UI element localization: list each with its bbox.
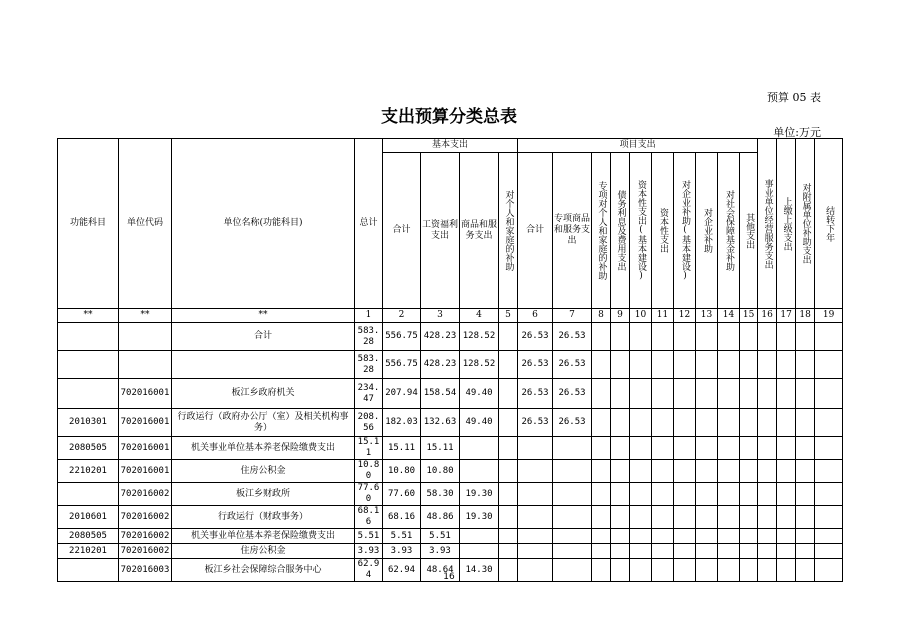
column-index-cell: 18: [796, 309, 815, 323]
cell-func: 2080505: [58, 529, 119, 544]
table-row: [58, 437, 843, 460]
cell-empty: [815, 409, 843, 437]
cell-c4: 49.40: [460, 409, 499, 437]
cell-empty: [674, 409, 696, 437]
cell-code: [119, 351, 172, 379]
header-capital-build: 资本性支出(基本建设): [630, 153, 652, 309]
column-index-cell: 19: [815, 309, 843, 323]
cell-empty: [611, 483, 630, 506]
header-project: 项目支出: [518, 139, 758, 153]
cell-empty: [758, 483, 777, 506]
cell-empty: [611, 544, 630, 559]
cell-empty: [718, 437, 740, 460]
cell-name: [172, 351, 355, 379]
column-index-row: [58, 309, 843, 323]
column-index-cell: 12: [674, 309, 696, 323]
cell-c6: [518, 483, 553, 506]
cell-empty: [592, 409, 611, 437]
cell-empty: [499, 437, 518, 460]
cell-empty: [652, 506, 674, 529]
header-special-personal: 专项对个人和家庭的补助: [592, 153, 611, 309]
cell-empty: [611, 529, 630, 544]
cell-c6: [518, 544, 553, 559]
page-number: 16: [443, 572, 455, 582]
cell-c6: [518, 506, 553, 529]
column-index-cell: 8: [592, 309, 611, 323]
table-row: [58, 483, 843, 506]
cell-c6: 26.53: [518, 351, 553, 379]
cell-func: 2010601: [58, 506, 119, 529]
cell-empty: [815, 483, 843, 506]
column-index-cell: 7: [553, 309, 592, 323]
header-social: 对社会保障基金补助: [718, 153, 740, 309]
cell-empty: [674, 544, 696, 559]
cell-empty: [592, 379, 611, 409]
cell-empty: [718, 544, 740, 559]
page-title: 支出预算分类总表: [381, 107, 517, 127]
cell-total: 234.47: [355, 379, 383, 409]
cell-name: 板江乡政府机关: [172, 379, 355, 409]
form-number: 预算 05 表: [767, 91, 821, 104]
cell-empty: [674, 529, 696, 544]
cell-func: 2210201: [58, 460, 119, 483]
cell-empty: [499, 379, 518, 409]
cell-empty: [696, 544, 718, 559]
cell-empty: [592, 437, 611, 460]
cell-empty: [630, 483, 652, 506]
header-debt: 债务利息及费用支出: [611, 153, 630, 309]
cell-c2: 182.03: [383, 409, 421, 437]
cell-empty: [674, 323, 696, 351]
column-index-cell: **: [58, 309, 119, 323]
cell-c2: 556.75: [383, 323, 421, 351]
cell-code: 702016002: [119, 544, 172, 559]
cell-empty: [777, 437, 796, 460]
cell-total: 15.11: [355, 437, 383, 460]
header-enterprise-build: 对企业补助(基本建设): [674, 153, 696, 309]
cell-empty: [815, 460, 843, 483]
cell-empty: [796, 506, 815, 529]
cell-empty: [758, 529, 777, 544]
cell-empty: [796, 460, 815, 483]
cell-name: 合计: [172, 323, 355, 351]
cell-code: 702016001: [119, 460, 172, 483]
column-index-cell: **: [172, 309, 355, 323]
cell-c2: 68.16: [383, 506, 421, 529]
cell-empty: [777, 409, 796, 437]
cell-code: 702016001: [119, 437, 172, 460]
cell-c7: [553, 506, 592, 529]
cell-c4: 49.40: [460, 379, 499, 409]
header-capital: 资本性支出: [652, 153, 674, 309]
cell-c7: [553, 483, 592, 506]
cell-empty: [674, 379, 696, 409]
header-salary: 工资福利支出: [421, 153, 460, 309]
cell-empty: [796, 323, 815, 351]
cell-empty: [718, 323, 740, 351]
cell-empty: [630, 506, 652, 529]
cell-empty: [718, 460, 740, 483]
cell-empty: [740, 544, 758, 559]
cell-c2: 10.80: [383, 460, 421, 483]
cell-empty: [815, 529, 843, 544]
cell-empty: [592, 483, 611, 506]
cell-empty: [592, 460, 611, 483]
column-index-cell: 17: [777, 309, 796, 323]
cell-empty: [758, 437, 777, 460]
column-index-cell: 5: [499, 309, 518, 323]
cell-c4: [460, 544, 499, 559]
cell-name: 机关事业单位基本养老保险缴费支出: [172, 529, 355, 544]
cell-c6: [518, 460, 553, 483]
cell-empty: [630, 351, 652, 379]
cell-empty: [652, 351, 674, 379]
cell-empty: [674, 460, 696, 483]
column-index-cell: 10: [630, 309, 652, 323]
cell-empty: [758, 506, 777, 529]
column-index-cell: 1: [355, 309, 383, 323]
cell-empty: [740, 409, 758, 437]
cell-empty: [740, 529, 758, 544]
cell-empty: [740, 379, 758, 409]
cell-empty: [696, 379, 718, 409]
cell-c2: 207.94: [383, 379, 421, 409]
cell-empty: [696, 460, 718, 483]
header-carry: 结转下年: [815, 139, 843, 309]
cell-total: 583.28: [355, 351, 383, 379]
cell-total: 3.93: [355, 544, 383, 559]
cell-name: 行政运行（政府办公厅（室）及相关机构事务）: [172, 409, 355, 437]
cell-func: [58, 323, 119, 351]
cell-c6: 26.53: [518, 379, 553, 409]
cell-c7: 26.53: [553, 409, 592, 437]
cell-c3: 15.11: [421, 437, 460, 460]
header-unit-code: 单位代码: [119, 139, 172, 309]
cell-empty: [796, 483, 815, 506]
cell-empty: [592, 323, 611, 351]
cell-empty: [696, 529, 718, 544]
cell-empty: [611, 437, 630, 460]
cell-empty: [592, 506, 611, 529]
cell-empty: [611, 409, 630, 437]
cell-empty: [592, 351, 611, 379]
cell-c3: 158.54: [421, 379, 460, 409]
column-index-cell: 9: [611, 309, 630, 323]
cell-empty: [777, 506, 796, 529]
column-index-cell: 13: [696, 309, 718, 323]
cell-empty: [718, 379, 740, 409]
table-row: [58, 351, 843, 379]
column-index-cell: 16: [758, 309, 777, 323]
cell-func: [58, 379, 119, 409]
cell-c6: [518, 437, 553, 460]
cell-name: 住房公积金: [172, 544, 355, 559]
cell-c3: 3.93: [421, 544, 460, 559]
cell-c7: 26.53: [553, 323, 592, 351]
cell-empty: [499, 460, 518, 483]
cell-empty: [592, 544, 611, 559]
cell-empty: [499, 409, 518, 437]
cell-c2: 77.60: [383, 483, 421, 506]
cell-total: 5.51: [355, 529, 383, 544]
cell-empty: [777, 323, 796, 351]
cell-c4: [460, 437, 499, 460]
cell-empty: [674, 351, 696, 379]
cell-c7: 26.53: [553, 351, 592, 379]
cell-empty: [630, 409, 652, 437]
cell-c4: [460, 460, 499, 483]
cell-empty: [696, 323, 718, 351]
cell-empty: [630, 437, 652, 460]
cell-c4: 128.52: [460, 351, 499, 379]
cell-c7: [553, 529, 592, 544]
header-upper: 上缴上级支出: [777, 139, 796, 309]
cell-empty: [696, 483, 718, 506]
cell-empty: [718, 483, 740, 506]
cell-empty: [630, 529, 652, 544]
cell-empty: [740, 460, 758, 483]
cell-c3: 428.23: [421, 351, 460, 379]
cell-c3: 132.63: [421, 409, 460, 437]
cell-empty: [718, 529, 740, 544]
column-index-cell: 2: [383, 309, 421, 323]
header-enterprise: 对企业补助: [696, 153, 718, 309]
cell-c7: [553, 437, 592, 460]
cell-name: 机关事业单位基本养老保险缴费支出: [172, 437, 355, 460]
cell-c3: 10.80: [421, 460, 460, 483]
cell-code: 702016001: [119, 379, 172, 409]
cell-empty: [652, 483, 674, 506]
header-other: 其他支出: [740, 153, 758, 309]
cell-c2: 5.51: [383, 529, 421, 544]
cell-empty: [740, 351, 758, 379]
column-index-cell: 3: [421, 309, 460, 323]
cell-empty: [758, 544, 777, 559]
cell-empty: [796, 529, 815, 544]
column-index-cell: 15: [740, 309, 758, 323]
cell-empty: [499, 506, 518, 529]
cell-empty: [499, 544, 518, 559]
cell-c2: 556.75: [383, 351, 421, 379]
cell-empty: [777, 529, 796, 544]
cell-c4: [460, 529, 499, 544]
cell-empty: [630, 460, 652, 483]
cell-empty: [796, 437, 815, 460]
cell-empty: [611, 460, 630, 483]
cell-c6: [518, 529, 553, 544]
cell-empty: [718, 409, 740, 437]
cell-empty: [499, 351, 518, 379]
cell-empty: [611, 506, 630, 529]
cell-empty: [630, 379, 652, 409]
cell-empty: [630, 544, 652, 559]
cell-total: 208.56: [355, 409, 383, 437]
cell-c4: 19.30: [460, 483, 499, 506]
cell-empty: [652, 323, 674, 351]
cell-empty: [611, 351, 630, 379]
column-index-cell: 14: [718, 309, 740, 323]
cell-empty: [499, 483, 518, 506]
cell-empty: [652, 460, 674, 483]
header-affiliated: 对附属单位补助支出: [796, 139, 815, 309]
cell-name: 板江乡财政所: [172, 483, 355, 506]
cell-code: 702016002: [119, 506, 172, 529]
header-basic: 基本支出: [383, 139, 518, 153]
table-row: [58, 544, 843, 559]
cell-c2: 3.93: [383, 544, 421, 559]
cell-c6: 26.53: [518, 409, 553, 437]
cell-code: 702016003: [119, 559, 172, 582]
cell-empty: [796, 409, 815, 437]
header-basic-sum: 合计: [383, 153, 421, 309]
cell-empty: [796, 544, 815, 559]
cell-empty: [740, 483, 758, 506]
cell-total: 62.94: [355, 559, 383, 582]
cell-c3: 428.23: [421, 323, 460, 351]
cell-code: 702016002: [119, 483, 172, 506]
cell-empty: [740, 323, 758, 351]
header-func-code: 功能科目: [58, 139, 119, 309]
table-row: [58, 506, 843, 529]
cell-empty: [758, 409, 777, 437]
cell-empty: [630, 323, 652, 351]
cell-func: [58, 351, 119, 379]
cell-c3: 58.30: [421, 483, 460, 506]
header-unit-name: 单位名称(功能科目): [172, 139, 355, 309]
cell-empty: [758, 460, 777, 483]
table-row: [58, 379, 843, 409]
cell-c3: 48.64: [421, 559, 460, 582]
cell-total: 10.80: [355, 460, 383, 483]
header-business: 事业单位经营服务支出: [758, 139, 777, 309]
cell-empty: [611, 323, 630, 351]
cell-empty: [674, 483, 696, 506]
cell-empty: [815, 506, 843, 529]
unit-label: 单位:万元: [773, 126, 821, 139]
cell-func: 2210201: [58, 544, 119, 559]
cell-empty: [652, 409, 674, 437]
cell-empty: [777, 379, 796, 409]
cell-empty: [499, 529, 518, 544]
cell-c6: 26.53: [518, 323, 553, 351]
cell-c4: 19.30: [460, 506, 499, 529]
cell-total: 583.28: [355, 323, 383, 351]
header-special-goods: 专项商品和服务支出: [553, 153, 592, 309]
table-row: [58, 409, 843, 437]
cell-c2: 62.94: [383, 559, 421, 582]
cell-empty: [611, 379, 630, 409]
cell-c2: 15.11: [383, 437, 421, 460]
cell-code: 702016002: [119, 529, 172, 544]
cell-empty: [674, 437, 696, 460]
cell-c7: [553, 544, 592, 559]
cell-total: 77.60: [355, 483, 383, 506]
cell-empty: [758, 351, 777, 379]
cell-func: 2080505: [58, 437, 119, 460]
cell-c3: 48.86: [421, 506, 460, 529]
cell-name: 板江乡社会保障综合服务中心: [172, 559, 355, 582]
cell-empty: [674, 506, 696, 529]
cell-empty: [718, 506, 740, 529]
column-index-cell: **: [119, 309, 172, 323]
cell-empty: [652, 529, 674, 544]
cell-empty: [815, 351, 843, 379]
cell-empty: [777, 460, 796, 483]
cell-empty: [777, 351, 796, 379]
cell-empty: [652, 544, 674, 559]
cell-empty: [740, 506, 758, 529]
cell-c4: 14.30: [460, 559, 499, 582]
cell-empty: [696, 437, 718, 460]
cell-empty: [718, 351, 740, 379]
budget-table: [57, 138, 843, 582]
cell-func: 2010301: [58, 409, 119, 437]
cell-empty: [796, 351, 815, 379]
cell-empty: [815, 544, 843, 559]
cell-empty: [758, 323, 777, 351]
cell-c7: 26.53: [553, 379, 592, 409]
cell-empty: [696, 506, 718, 529]
cell-empty: [777, 483, 796, 506]
column-index-cell: 6: [518, 309, 553, 323]
cell-empty: [815, 379, 843, 409]
table-row: [58, 323, 843, 351]
cell-name: 行政运行（财政事务）: [172, 506, 355, 529]
header-proj-sum: 合计: [518, 153, 553, 309]
column-index-cell: 11: [652, 309, 674, 323]
header-personal: 对个人和家庭的补助: [499, 153, 518, 309]
cell-c3: 5.51: [421, 529, 460, 544]
cell-empty: [499, 323, 518, 351]
cell-empty: [740, 437, 758, 460]
header-goods: 商品和服务支出: [460, 153, 499, 309]
cell-empty: [696, 351, 718, 379]
cell-total: 68.16: [355, 506, 383, 529]
cell-empty: [815, 323, 843, 351]
cell-empty: [777, 544, 796, 559]
cell-name: 住房公积金: [172, 460, 355, 483]
header-total: 总计: [355, 139, 383, 309]
table-row: [58, 529, 843, 544]
cell-empty: [652, 437, 674, 460]
cell-empty: [592, 529, 611, 544]
cell-empty: [815, 437, 843, 460]
cell-code: 702016001: [119, 409, 172, 437]
column-index-cell: 4: [460, 309, 499, 323]
cell-func: [58, 483, 119, 506]
cell-empty: [796, 379, 815, 409]
table-row: [58, 460, 843, 483]
cell-code: [119, 323, 172, 351]
cell-empty: [758, 379, 777, 409]
cell-c7: [553, 460, 592, 483]
cell-empty: [652, 379, 674, 409]
cell-empty: [696, 409, 718, 437]
cell-c4: 128.52: [460, 323, 499, 351]
